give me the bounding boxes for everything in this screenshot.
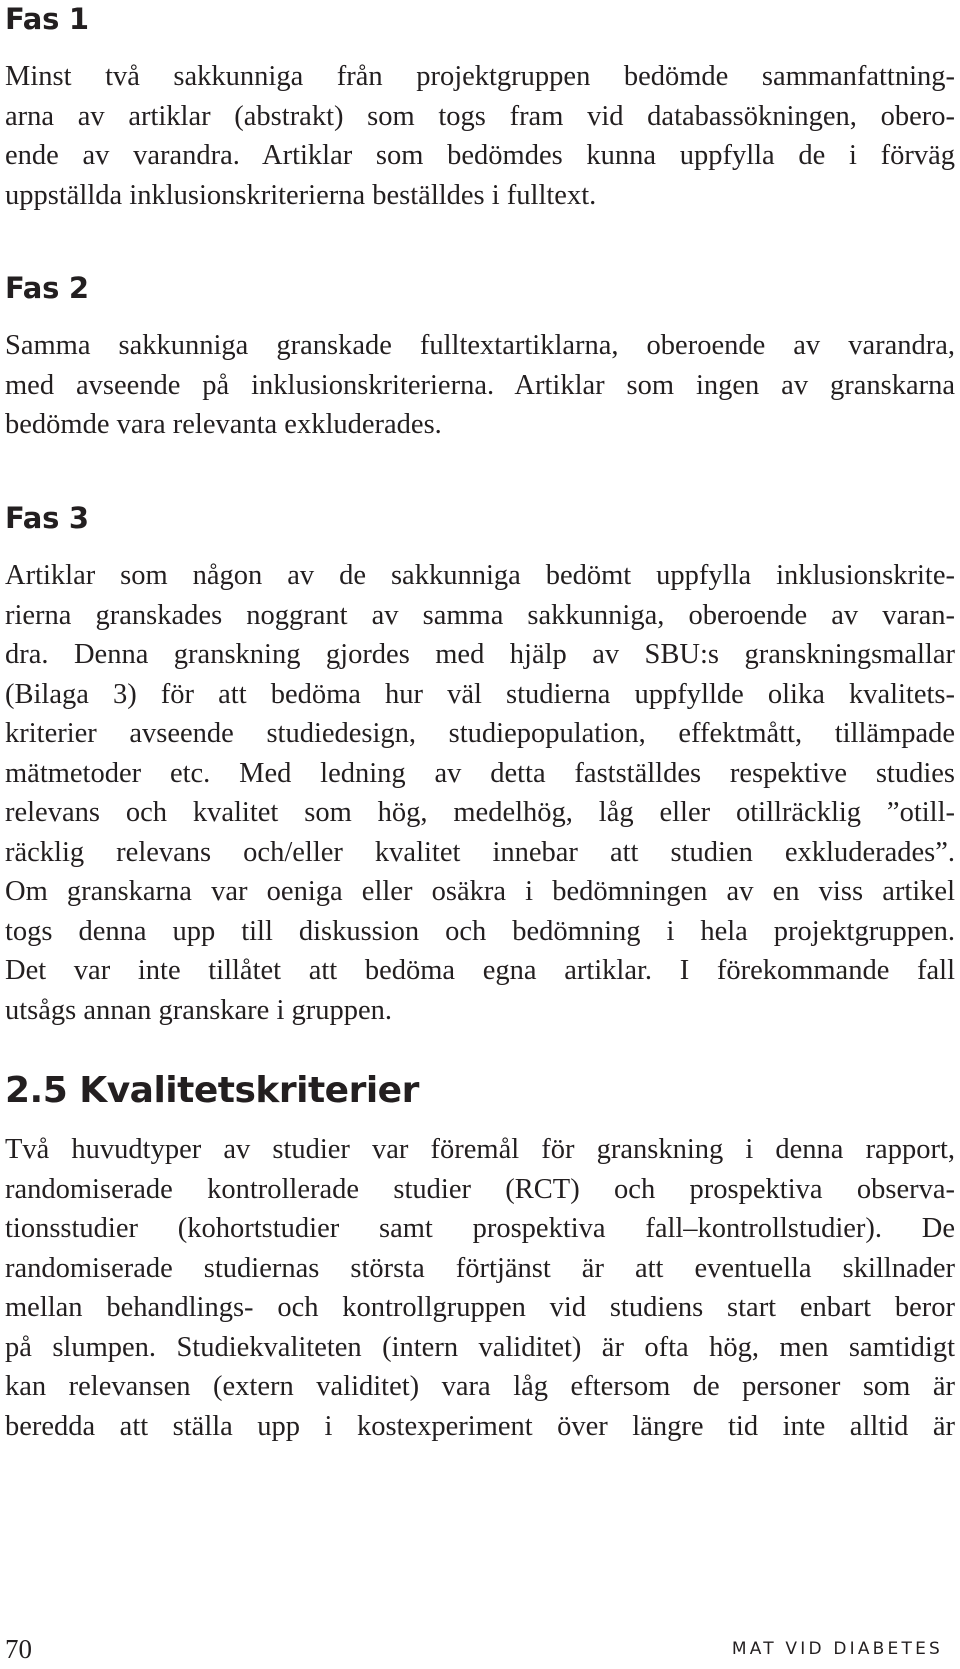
- page-footer: [5, 1634, 943, 1664]
- fas3-line: dra. Denna granskning gjordes med hjälp av SBU:s granskningsmallar: [5, 639, 955, 670]
- section-line: mellan behandlings- och kontrollgruppen vid studiens start enbart beror: [5, 1292, 955, 1323]
- fas1-line: Minst två sakkunniga från projektgruppen bedömde sammanfattning-: [5, 61, 955, 92]
- page-number: 70: [5, 1634, 32, 1664]
- fas3-line: (Bilaga 3) för att bedöma hur väl studierna uppfyllde olika kvalitets-: [5, 678, 955, 710]
- fas3-line: relevans och kvalitet som hög, medelhög, låg eller otillräcklig ”otill-: [5, 797, 955, 828]
- fas1-line: arna av artiklar (abstrakt) som togs fram vid databassökningen, obero-: [5, 100, 955, 132]
- section-line: beredda att ställa upp i kostexperiment över längre tid inte alltid är: [5, 1410, 955, 1442]
- fas3-line: togs denna upp till diskussion och bedömning i hela projektgruppen.: [5, 915, 955, 947]
- fas1-paragraph: [5, 57, 955, 215]
- fas3-line: Det var inte tillåtet att bedöma egna artiklar. I förekommande fall: [5, 955, 955, 986]
- fas2-heading: Fas 2: [5, 271, 89, 305]
- fas2-paragraph: [5, 326, 955, 445]
- fas3-line: kriterier avseende studiedesign, studiepopulation, effektmått, tillämpade: [5, 718, 955, 749]
- fas3-line: utsågs annan granskare i gruppen.: [5, 994, 393, 1026]
- fas1-line: uppställda inklusionskriterierna beställdes i fulltext.: [5, 179, 597, 211]
- fas1-line: ende av varandra. Artiklar som bedömdes kunna uppfylla de i förväg: [5, 140, 955, 171]
- fas2-line: bedömde vara relevanta exkluderades.: [5, 409, 442, 440]
- fas3-line: Om granskarna var oeniga eller osäkra i bedömningen av en viss artikel: [5, 876, 955, 907]
- fas3-line: rierna granskades noggrant av samma sakkunniga, oberoende av varan-: [5, 599, 955, 631]
- running-title: MAT VID DIABETES: [731, 1639, 943, 1659]
- section-paragraph: [5, 1130, 955, 1446]
- fas3-line: räcklig relevans och/eller kvalitet innebar att studien exkluderades”.: [5, 836, 955, 868]
- fas3-paragraph: [5, 556, 955, 1030]
- fas3-heading: Fas 3: [5, 501, 89, 535]
- section-line: tionsstudier (kohortstudier samt prospektiva fall–kontrollstudier). De: [5, 1213, 955, 1244]
- section-line: Två huvudtyper av studier var föremål för granskning i denna rapport,: [5, 1134, 955, 1165]
- section-line: på slumpen. Studiekvaliteten (intern validitet) är ofta hög, men samtidigt: [5, 1331, 955, 1363]
- fas3-line: mätmetoder etc. Med ledning av detta fastställdes respektive studies: [5, 757, 955, 789]
- section-line: randomiserade studiernas största förtjänst är att eventuella skillnader: [5, 1252, 955, 1284]
- section-heading: 2.5 Kvalitetskriterier: [5, 1070, 419, 1111]
- fas1-heading: Fas 1: [5, 2, 89, 36]
- fas3-line: Artiklar som någon av de sakkunniga bedömt uppfylla inklusionskrite-: [5, 560, 955, 591]
- section-line: randomiserade kontrollerade studier (RCT) och prospektiva observa-: [5, 1173, 955, 1205]
- section-line: kan relevansen (extern validitet) vara låg eftersom de personer som är: [5, 1371, 955, 1402]
- fas2-line: Samma sakkunniga granskade fulltextartiklarna, oberoende av varandra,: [5, 330, 955, 361]
- fas2-line: med avseende på inklusionskriterierna. Artiklar som ingen av granskarna: [5, 369, 955, 401]
